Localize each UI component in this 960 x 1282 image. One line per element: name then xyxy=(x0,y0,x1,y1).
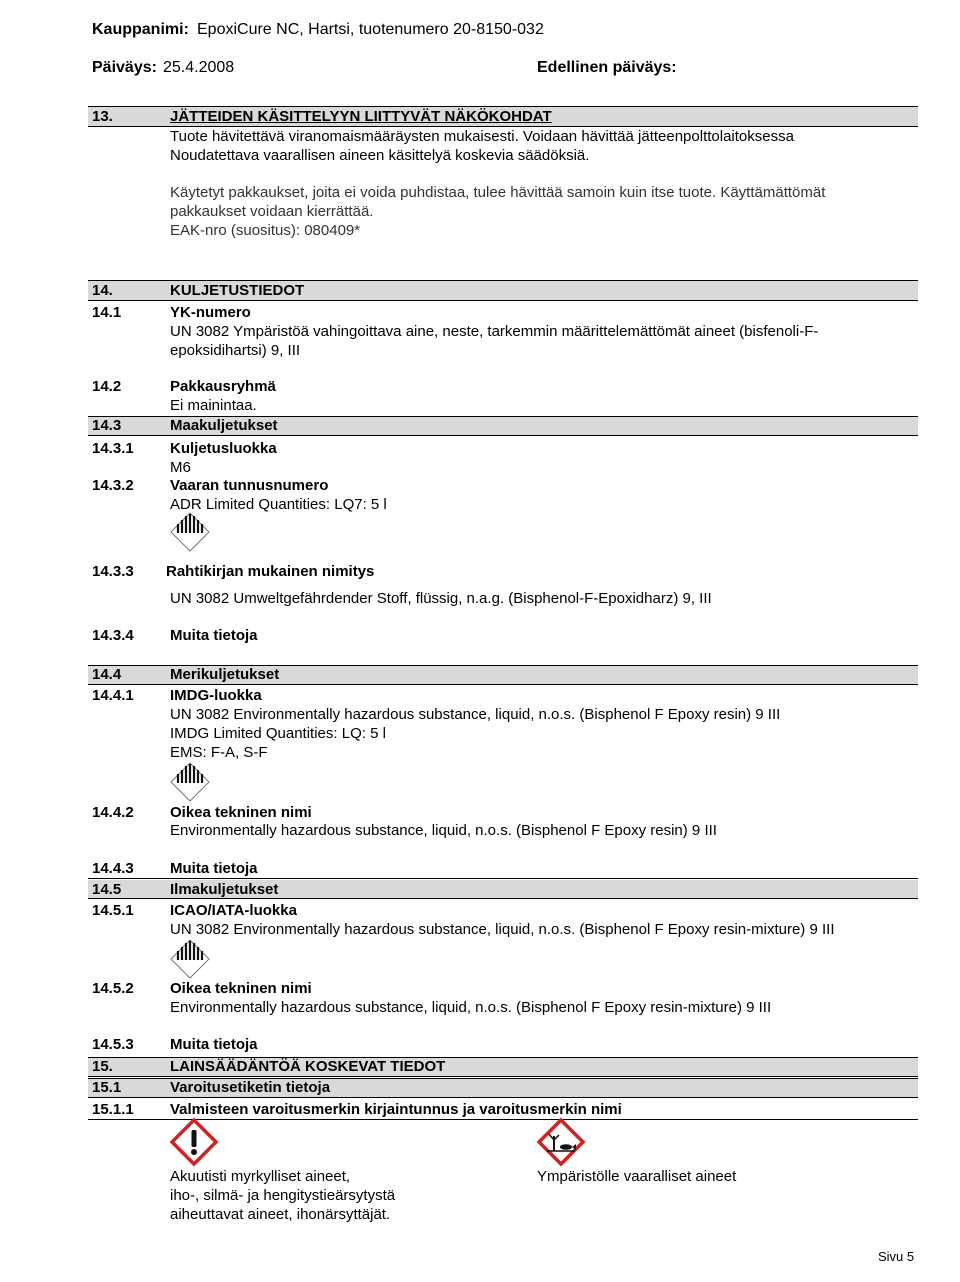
section-14-4-3-number: 14.4.3 xyxy=(92,860,134,877)
section-13-title: JÄTTEIDEN KÄSITTELYYN LIITTYVÄT NÄKÖKOHDAT xyxy=(170,108,552,125)
section-14-3-2-title: Vaaran tunnusnumero xyxy=(170,477,329,494)
divider xyxy=(88,878,918,879)
packaging-line-1: Käytetyt pakkaukset, joita ei voida puhdistaa, tulee hävittää samoin kuin itse tuote. Käyttämättömät xyxy=(170,184,826,201)
pictogram-1-caption-line-2: iho-, silmä- ja hengitystieärsytystä xyxy=(170,1187,396,1204)
section-14-3-3-number: 14.3.3 xyxy=(92,563,134,580)
pictogram-1-caption-line-1: Akuutisti myrkylliset aineet, xyxy=(170,1168,351,1185)
un-number-line-2: epoksidihartsi) 9, III xyxy=(170,342,301,359)
section-15-1-1-number: 15.1.1 xyxy=(92,1101,134,1118)
disposal-line-2: Noudatettava vaarallisen aineen käsittelyä koskevia säädöksiä. xyxy=(170,147,590,164)
section-14-5-2-title: Oikea tekninen nimi xyxy=(170,980,312,997)
section-14-2-number: 14.2 xyxy=(92,378,122,395)
iata-proper-name: Environmentally hazardous substance, liquid, n.o.s. (Bisphenol F Epoxy resin-mixture) 9 III xyxy=(170,999,772,1016)
section-14-5-3-title: Muita tietoja xyxy=(170,1036,258,1053)
section-14-3-4-title: Muita tietoja xyxy=(170,627,258,644)
section-14-5-2-number: 14.5.2 xyxy=(92,980,134,997)
imdg-proper-name: Environmentally hazardous substance, liquid, n.o.s. (Bisphenol F Epoxy resin) 9 III xyxy=(170,822,717,839)
section-14-3-title: Maakuljetukset xyxy=(170,417,278,434)
date-label: Päiväys: xyxy=(92,59,157,76)
section-14-4-1-number: 14.4.1 xyxy=(92,687,134,704)
ewc-code: EAK-nro (suositus): 080409* xyxy=(170,222,361,239)
section-14-5-title: Ilmakuljetukset xyxy=(170,881,279,898)
section-14-3-4-number: 14.3.4 xyxy=(92,627,134,644)
section-13-number: 13. xyxy=(92,108,113,125)
page-number: Sivu 5 xyxy=(878,1249,915,1264)
pictogram-1-caption-line-3: aiheuttavat aineet, ihonärsyttäjät. xyxy=(170,1206,391,1223)
date-value: 25.4.2008 xyxy=(163,59,235,76)
section-14-5-number: 14.5 xyxy=(92,881,122,898)
previous-date-label: Edellinen päiväys: xyxy=(537,59,677,76)
section-14-1-number: 14.1 xyxy=(92,304,122,321)
section-14-4-title: Merikuljetukset xyxy=(170,666,280,683)
section-15-1-number: 15.1 xyxy=(92,1079,122,1096)
packing-group-value: Ei mainintaa. xyxy=(170,397,257,414)
section-14-2-title: Pakkausryhmä xyxy=(170,378,276,395)
packaging-line-2: pakkaukset voidaan kierrättää. xyxy=(170,203,374,220)
shipping-name-value: UN 3082 Umweltgefährdender Stoff, flüssig, n.a.g. (Bisphenol-F-Epoxidharz) 9, III xyxy=(170,590,712,607)
iata-line-1: UN 3082 Environmentally hazardous substance, liquid, n.o.s. (Bisphenol F Epoxy resin-mixture) 9 III xyxy=(170,921,835,938)
section-15-number: 15. xyxy=(92,1058,113,1075)
section-14-5-3-number: 14.5.3 xyxy=(92,1036,134,1053)
section-14-4-3-title: Muita tietoja xyxy=(170,860,258,877)
trade-name-label: Kauppanimi: xyxy=(92,21,189,38)
section-14-3-1-title: Kuljetusluokka xyxy=(170,440,277,457)
hazard-id-value: ADR Limited Quantities: LQ7: 5 l xyxy=(170,496,387,513)
section-14-4-2-title: Oikea tekninen nimi xyxy=(170,804,312,821)
class-9-hazard-icon xyxy=(170,512,210,552)
section-14-title: KULJETUSTIEDOT xyxy=(170,282,305,299)
disposal-line-1: Tuote hävitettävä viranomaismääräysten mukaisesti. Voidaan hävittää jätteenpolttolaitoksessa xyxy=(170,128,794,145)
environment-hazard-icon xyxy=(537,1118,585,1166)
section-15-1-1-title: Valmisteen varoitusmerkin kirjaintunnus ja varoitusmerkin nimi xyxy=(170,1101,622,1118)
imdg-line-2: IMDG Limited Quantities: LQ: 5 l xyxy=(170,725,386,742)
section-14-4-number: 14.4 xyxy=(92,666,122,683)
section-14-5-1-title: ICAO/IATA-luokka xyxy=(170,902,297,919)
trade-name-value: EpoxiCure NC, Hartsi, tuotenumero 20-8150-032 xyxy=(197,21,544,38)
class-value: M6 xyxy=(170,459,191,476)
section-14-number: 14. xyxy=(92,282,113,299)
class-9-hazard-icon xyxy=(170,939,210,979)
section-14-3-2-number: 14.3.2 xyxy=(92,477,134,494)
section-15-title: LAINSÄÄDÄNTÖÄ KOSKEVAT TIEDOT xyxy=(170,1058,446,1075)
class-9-hazard-icon xyxy=(170,762,210,802)
exclamation-mark-icon xyxy=(170,1118,218,1166)
section-14-5-1-number: 14.5.1 xyxy=(92,902,134,919)
imdg-line-1: UN 3082 Environmentally hazardous substance, liquid, n.o.s. (Bisphenol F Epoxy resin) 9 III xyxy=(170,706,781,723)
section-14-4-1-title: IMDG-luokka xyxy=(170,687,262,704)
un-number-line-1: UN 3082 Ympäristöä vahingoittava aine, neste, tarkemmin määrittelemättömät aineet (bisfenoli-F- xyxy=(170,323,819,340)
section-14-3-3-title: Rahtikirjan mukainen nimitys xyxy=(166,563,375,580)
imdg-line-3: EMS: F-A, S-F xyxy=(170,744,268,761)
section-14-1-title: YK-numero xyxy=(170,304,251,321)
section-14-4-2-number: 14.4.2 xyxy=(92,804,134,821)
section-15-1-title: Varoitusetiketin tietoja xyxy=(170,1079,331,1096)
pictogram-2-caption: Ympäristölle vaaralliset aineet xyxy=(537,1168,737,1185)
section-14-3-number: 14.3 xyxy=(92,417,122,434)
section-14-3-1-number: 14.3.1 xyxy=(92,440,134,457)
